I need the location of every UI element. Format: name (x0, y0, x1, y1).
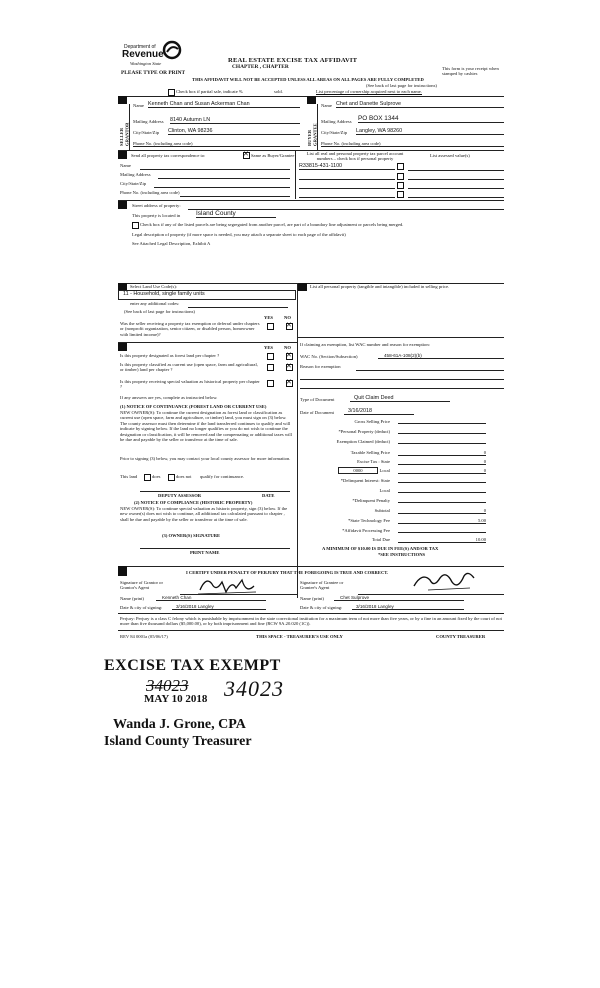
dor-logo (118, 40, 188, 72)
q-historic: Is this property receiving special valuation as historical property per chapter ? (120, 379, 260, 390)
parcel-4-personal-checkbox[interactable] (397, 191, 404, 198)
see-instructions-note: *SEE INSTRUCTIONS (378, 552, 426, 557)
section-3-marker (118, 151, 127, 159)
see-attached: See Attached Legal Description, Exhibit A (132, 241, 211, 246)
q-exempt-no[interactable] (286, 323, 293, 330)
tax-row-value (398, 419, 486, 424)
no-header-2: NO (284, 345, 291, 350)
additional-codes-label: enter any additional codes: (130, 301, 180, 306)
seller-mailing-label: Mailing Address (133, 119, 164, 124)
tax-row (300, 468, 486, 474)
corr-city-label: City/State/Zip (120, 181, 147, 186)
tax-row-value: 0 (398, 459, 486, 465)
segregated-checkbox[interactable] (132, 222, 139, 229)
notice2-body: NEW OWNER(S): To continue special valuation as historic property, sign (3) below. If the new owner(s) does not wish to continue, all additional tax calculated pursuant to chapter , shall be due and payable by the seller or transferor at the time of sale. (120, 506, 288, 522)
q-forest: Is this property designated as forest land per chapter ? (120, 353, 220, 358)
print-name-label: PRINT NAME (190, 550, 220, 555)
tax-row-value (398, 528, 486, 533)
buyer-side-label: BUYER GRANTEE (307, 123, 318, 146)
tax-row-label: Local (379, 488, 390, 493)
parcel-2-personal-checkbox[interactable] (397, 173, 404, 180)
section-2-marker (307, 96, 316, 104)
parcel-number: R33815-431-1100 (299, 163, 395, 170)
tax-row-value (398, 488, 486, 493)
tax-row (300, 419, 486, 424)
section-8-marker (118, 566, 127, 576)
personal-property-label: List all personal property (tangible and intangible) included in selling price. (310, 284, 450, 289)
wac-label: WAC No. (Section/Subsection) (300, 354, 358, 359)
buyer-phone-label: Phone No. (including area code) (321, 141, 504, 147)
tax-row-label: Exemption Claimed (deduct) (336, 439, 390, 444)
tax-row-label: *Delinquent Penalty (352, 498, 390, 503)
q-historic-yes[interactable] (267, 380, 274, 387)
land-does-not-label: does not (176, 474, 192, 479)
doc-type-label: Type of Document (300, 397, 335, 402)
grantee-date-label: Date & city of signing: (300, 605, 343, 610)
tax-row (300, 450, 486, 456)
treasurer-office: Island County Treasurer (104, 734, 252, 749)
receipt-note: This form is your receipt when stamped by cashier. (442, 66, 499, 77)
tax-row (300, 518, 486, 524)
same-as-buyer-label: Same as Buyer/Grantee (251, 153, 295, 158)
list-pct-note: List percentage of ownership acquired next to each name. (316, 89, 422, 94)
minimum-due-note: A MINIMUM OF $10.00 IS DUE IN FEE(S) AND/OR TAX (322, 546, 439, 551)
land-use-see-back: (See back of last page for instructions) (124, 309, 195, 314)
buyer-name: Chet and Danette Sulprove (336, 101, 504, 108)
dor-logo-name: Revenue (122, 49, 164, 60)
dor-logo-state: Washington State (130, 61, 162, 66)
buyer-city: Langley, WA 98260 (356, 128, 504, 135)
seller-city: Clinton, WA 98236 (168, 128, 300, 135)
exempt-struck-number: 34023 (146, 676, 189, 695)
buyer-name-label: Name (321, 103, 332, 108)
owner-signature-label: (3) OWNER(S) SIGNATURE (162, 533, 221, 538)
seller-city-label: City/State/Zip (133, 130, 160, 135)
grantor-sig-label: Signature of Grantor or Grantor's Agent (120, 580, 163, 591)
tax-row (300, 488, 486, 493)
see-back-note: (See back of last page for instructions) (366, 83, 437, 88)
buyer-mailing-label: Mailing Address (321, 119, 352, 124)
notice1-body: NEW OWNER(S): To continue the current designation as forest land or classification as current use (open space, farm and agriculture, or timber) land, you must sign on (3) below. The county assessor must then determine if the land transferred continues to qualify and will indicate by signing below. If the land no longer qualifies or you do not wish to continue the designation or classification, it will be removed and the compensating or additional taxes will be due and payable by the seller or transferor at the time of sale. (120, 410, 292, 443)
tax-row-value (398, 498, 486, 503)
grantee-signature-icon (408, 568, 478, 596)
tax-row-value: 0 (398, 450, 486, 456)
tax-row (300, 429, 486, 434)
dor-logo-dept: Department of (124, 44, 156, 50)
grantor-name-label: Name (print) (120, 596, 144, 601)
land-use-code: 11 - Household, single family units (118, 290, 296, 300)
grantee-date-city: 3/16/2018 Langley (352, 604, 464, 610)
q-historic-no[interactable] (286, 380, 293, 387)
form-title: REAL ESTATE EXCISE TAX AFFIDAVIT (228, 57, 358, 64)
q-current-use: Is this property classified as current use (open space, farm and agricultural, or timber) land per chapter ? (120, 362, 258, 373)
land-does-checkbox[interactable] (144, 474, 151, 481)
grantee-name: Chet Sulprove (334, 595, 464, 601)
yes-header-1: YES (264, 315, 273, 320)
dor-logo-mark-icon (162, 40, 182, 60)
tax-row (300, 459, 486, 465)
tax-row-value: 5.00 (398, 518, 486, 524)
tax-row-value: 0 (398, 508, 486, 514)
county-value: Island County (196, 211, 276, 218)
parcel-list-header: List all real and personal property tax parcel account numbers – check box if personal property (306, 151, 404, 162)
parcel-1-personal-checkbox[interactable] (397, 163, 404, 170)
form-chapter: CHAPTER , CHAPTER (232, 64, 289, 70)
tax-row-value: 10.00 (398, 537, 486, 543)
wac-value: 458-61A-108(2)(b) (378, 353, 504, 359)
grantor-date-city: 3/16/2018 Langley (172, 604, 266, 610)
corr-name-label: Name (120, 163, 131, 168)
notice1-title: (1) NOTICE OF CONTINUANCE (FOREST LAND OR CURRENT USE) (120, 404, 267, 409)
tax-row (300, 498, 486, 503)
q-forest-no[interactable] (286, 353, 293, 360)
tax-row-label: Taxable Selling Price (350, 450, 390, 455)
deputy-assessor-label: DEPUTY ASSESSOR (158, 493, 202, 498)
exemption-label: If claiming an exemption, list WAC number and reason for exemption: (300, 342, 430, 347)
section-6-marker (118, 343, 127, 351)
tax-row-value (398, 439, 486, 444)
doc-date-label: Date of Document (300, 410, 334, 415)
tax-row-label: Excise Tax : State (357, 459, 390, 464)
perjury-notice: Perjury: Perjury is a class C felony which is punishable by imprisonment in the state correctional institution for a maximum term of not more than five years, or by a fine in an amount fixed by the court of not more than five thousand dollars ($5,000.00), or by both imprisonment and fine (RCW 9A.20.020 (1C)). (120, 616, 502, 627)
located-in-label: This property is located in (132, 213, 181, 218)
exempt-number: 34023 (224, 676, 284, 701)
grantee-name-label: Name (print) (300, 596, 324, 601)
please-type: PLEASE TYPE OR PRINT (121, 70, 186, 76)
seller-name: Kenneth Chan and Susan Ackerman Chan (148, 101, 300, 108)
land-does-label: does (152, 474, 161, 479)
correspondence-label: Send all property tax correspondence to: (131, 153, 206, 158)
if-yes-note: If any answers are yes, complete as instructed below. (120, 395, 218, 400)
qualify-label: qualify for continuance. (200, 474, 245, 479)
no-header-1: NO (284, 315, 291, 320)
corr-phone-label: Phone No. (including area code) (120, 190, 180, 195)
buyer-city-label: City/State/Zip (321, 130, 348, 135)
tax-row (300, 478, 486, 483)
local-rate-box: 0000 (338, 467, 378, 474)
grantor-name: Kenneth Chan (156, 595, 266, 601)
buyer-mailing: PO BOX 1344 (358, 116, 504, 123)
tax-row (300, 537, 486, 543)
exempt-stamp-date: MAY 10 2018 (144, 693, 208, 705)
q-current-use-no[interactable] (286, 364, 293, 371)
doc-date-value: 3/16/2018 (344, 408, 414, 415)
tax-row-label: *Personal Property (deduct) (338, 429, 390, 434)
tax-row-label: Gross Selling Price (354, 419, 390, 424)
partial-sale-checkbox[interactable] (168, 89, 175, 96)
section-4-marker (118, 201, 127, 209)
corr-mailing-label: Mailing Address (120, 172, 151, 177)
sold-label: sold. (274, 89, 283, 94)
street-address-label: Street address of property: (132, 203, 181, 208)
grantee-sig-label: Signature of Grantee or Grantee's Agent (300, 580, 344, 591)
tax-row (300, 439, 486, 444)
tax-row (300, 508, 486, 514)
reason-label: Reason for exemption (300, 364, 341, 369)
county-treasurer-label: COUNTY TREASURER (436, 634, 486, 639)
tax-row-label: Subtotal (374, 508, 390, 513)
section-7-marker (298, 283, 307, 291)
land-use-label: Select Land Use Code(s): (130, 284, 178, 289)
treasurer-officer: Wanda J. Grone, CPA (113, 717, 246, 732)
treasurer-use-label: THIS SPACE - TREASURER'S USE ONLY (256, 634, 343, 639)
certify-statement: I CERTIFY UNDER PENALTY OF PERJURY THAT THE FOREGOING IS TRUE AND CORRECT. (186, 570, 389, 575)
doc-type-value: Quit Claim Deed (350, 395, 450, 402)
tax-row-label: *Affidavit Processing Fee (342, 528, 390, 533)
not-accepted-notice: THIS AFFIDAVIT WILL NOT BE ACCEPTED UNLESS ALL AREAS ON ALL PAGES ARE FULLY COMPLETED (192, 77, 424, 82)
this-land-label: This land (120, 474, 138, 479)
q-current-use-yes[interactable] (267, 364, 274, 371)
legal-desc-label: Legal description of property (if more space is needed, you may attach a separate sheet to each page of the affidavit) (132, 232, 346, 237)
tax-row-label: *State Technology Fee (348, 518, 390, 523)
segregated-label: Check box if any of the listed parcels are being segregated from another parcel, are part of a boundary line adjustment or parcels being merged. (140, 222, 404, 227)
tax-row (300, 528, 486, 533)
section-1-marker (118, 96, 127, 104)
partial-sale-label: Check box if partial sale, indicate % (176, 89, 243, 94)
assessed-header: List assessed value(s) (430, 153, 470, 158)
tax-row-label: *Delinquent Interest: State (340, 478, 390, 483)
seller-side-label: SELLER GRANTOR (119, 122, 130, 146)
tax-row-label: Total Due (371, 537, 390, 542)
q-exempt-yes[interactable] (267, 323, 274, 330)
q-exempt: Was the seller receiving a property tax exemption or deferral under chapters or (nonprofit organization, senior citizen, or disabled person, homeowner with limited income)? (120, 321, 260, 337)
land-does-not-checkbox[interactable] (168, 474, 175, 481)
tax-row-label: Local (379, 468, 390, 473)
q-forest-yes[interactable] (267, 353, 274, 360)
rev-code: REV 84 0001a (05/06/17) (120, 634, 168, 639)
yes-header-2: YES (264, 345, 273, 350)
tax-row-value (398, 429, 486, 434)
same-as-buyer-checkbox[interactable] (243, 152, 250, 159)
seller-name-label: Name (133, 103, 144, 108)
tax-row-value: 0 (398, 468, 486, 474)
prior-signing-note: Prior to signing (3) below, you may contact your local county assessor for more information. (120, 456, 291, 461)
tax-row-value (398, 478, 486, 483)
grantor-date-label: Date & city of signing: (120, 605, 163, 610)
seller-mailing: 8140 Autumn LN (170, 117, 300, 124)
exempt-stamp-title: EXCISE TAX EXEMPT (104, 657, 281, 674)
seller-phone-label: Phone No. (including area code) (133, 141, 300, 147)
notice2-title: (2) NOTICE OF COMPLIANCE (HISTORIC PROPERTY) (134, 500, 253, 505)
deputy-date-label: DATE (262, 493, 275, 498)
parcel-3-personal-checkbox[interactable] (397, 182, 404, 189)
